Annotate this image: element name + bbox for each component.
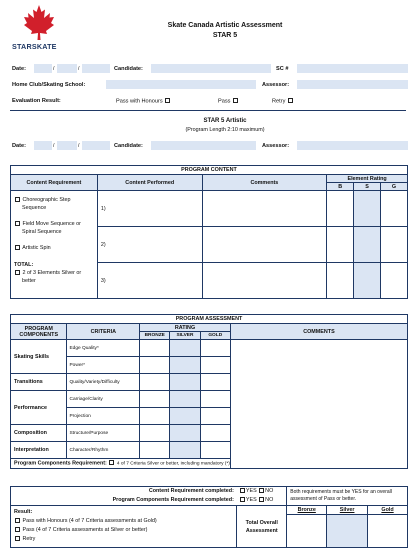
date-year-field[interactable] <box>82 64 110 73</box>
components-yes-no[interactable] <box>239 496 286 505</box>
criteria-projection: Projection <box>67 408 140 425</box>
requirement-artistic-spin-text: Artistic Spin <box>22 245 51 251</box>
result-table <box>10 505 408 548</box>
col-assessment-comments: COMMENTS <box>230 324 407 340</box>
rating-b-1[interactable] <box>327 191 354 227</box>
overall-bronze: Bronze <box>287 506 327 515</box>
rating-bronze-cell[interactable] <box>140 408 170 425</box>
checkbox[interactable] <box>165 98 170 103</box>
assessment-comments-cell[interactable] <box>230 340 407 469</box>
rating-silver-cell[interactable] <box>170 374 200 391</box>
checkbox[interactable] <box>15 527 20 532</box>
result-label: Result: <box>14 509 33 515</box>
rating-bronze: BRONZE <box>140 332 170 340</box>
result-cell <box>11 506 237 548</box>
rating-s-1[interactable] <box>354 191 381 227</box>
rating-silver-cell[interactable] <box>170 357 200 374</box>
rating-bronze-cell[interactable] <box>140 391 170 408</box>
program-assessment-title: PROGRAM ASSESSMENT <box>11 315 408 324</box>
logo-text: STARSKATE <box>12 42 57 51</box>
completion-checkboxes <box>237 487 287 506</box>
result-pass-text: Pass (4 of 7 Criteria assessments at Silver or better) <box>22 527 148 533</box>
content-performed-2[interactable] <box>97 227 202 263</box>
comments-3[interactable] <box>202 263 327 299</box>
component-transitions: Transitions <box>11 374 67 391</box>
total-requirement <box>14 269 94 285</box>
component-performance: Performance <box>11 391 67 425</box>
program-assessment-table <box>10 314 408 469</box>
criteria-variety: Quality/Variety/Difficulty <box>67 374 140 391</box>
overall-silver-cell[interactable] <box>327 515 368 548</box>
artistic-title: STAR 5 Artistic <box>203 118 247 124</box>
rating-silver-cell[interactable] <box>170 408 200 425</box>
date-month-field[interactable] <box>57 64 80 73</box>
col-rating: RATING <box>140 324 231 332</box>
content-performed-3[interactable] <box>97 263 202 299</box>
no-text: NO <box>265 497 274 503</box>
requirement-choreo-text: Choreographic Step Sequence <box>22 197 71 211</box>
page-subtitle: STAR 5 <box>212 32 238 39</box>
completion-labels <box>11 487 237 506</box>
rating-bronze-cell[interactable] <box>140 357 170 374</box>
result-retry[interactable] <box>272 98 294 105</box>
yes-text: YES <box>245 497 257 503</box>
col-criteria: CRITERIA <box>67 324 140 340</box>
rating-silver: SILVER <box>170 332 200 340</box>
section-divider <box>10 110 406 111</box>
program-components-requirement <box>11 459 231 469</box>
rating-bronze-cell[interactable] <box>140 374 170 391</box>
retry-text: Retry <box>272 98 286 105</box>
criteria-character: Character/Rhythm <box>67 442 140 459</box>
row-number: 2) <box>100 241 106 248</box>
rating-gold-cell[interactable] <box>200 425 230 442</box>
checkbox[interactable] <box>15 221 20 226</box>
comments-1[interactable] <box>202 191 327 227</box>
overall-gold: Gold <box>368 506 408 515</box>
sc-number-field[interactable] <box>297 64 408 73</box>
checkbox[interactable] <box>233 98 238 103</box>
rating-s-2[interactable] <box>354 227 381 263</box>
no-text: NO <box>265 488 274 494</box>
artistic-candidate-label: Candidate: <box>114 143 143 149</box>
rating-b: B <box>327 183 354 191</box>
overall-bronze-cell[interactable] <box>287 515 327 548</box>
artistic-date-year-field[interactable] <box>82 141 110 150</box>
requirement-label: Program Components Requirement: <box>14 460 107 467</box>
comments-2[interactable] <box>202 227 327 263</box>
rating-b-3[interactable] <box>327 263 354 299</box>
rating-gold: GOLD <box>200 332 230 340</box>
checkbox[interactable] <box>15 518 20 523</box>
requirement-field-move-text: Field Move Sequence or Spiral Sequence <box>22 221 81 235</box>
rating-gold-cell[interactable] <box>200 357 230 374</box>
requirement-text: 4 of 7 Criteria Silver or better, including mandatory (*) <box>116 461 230 467</box>
content-performed-1[interactable] <box>97 191 202 227</box>
criteria-carriage: Carriage/Clarity <box>67 391 140 408</box>
requirement-note: Both requirements must be YES for an overall assessment of Pass or better. <box>287 487 408 506</box>
artistic-date-month-field[interactable] <box>57 141 80 150</box>
criteria-edge-quality: Edge Quality* <box>67 340 140 357</box>
content-yes-no[interactable] <box>239 487 286 496</box>
date-day-field[interactable] <box>34 64 55 73</box>
page-title: Skate Canada Artistic Assessment <box>167 22 283 29</box>
artistic-date-day-field[interactable] <box>34 141 55 150</box>
rating-bronze-cell[interactable] <box>140 442 170 459</box>
artistic-assessor-label: Assessor: <box>262 143 290 149</box>
rating-silver-cell[interactable] <box>170 391 200 408</box>
artistic-assessor-field[interactable] <box>297 141 408 150</box>
col-comments: Comments <box>202 175 327 191</box>
rating-b-2[interactable] <box>327 227 354 263</box>
club-field[interactable] <box>106 80 256 89</box>
result-pass-with-honours[interactable] <box>116 98 171 105</box>
checkbox[interactable] <box>288 98 293 103</box>
component-skating-skills: Skating Skills <box>11 340 67 374</box>
checkbox[interactable] <box>15 197 20 202</box>
summary-table <box>10 486 408 506</box>
yes-text: YES <box>245 488 257 494</box>
candidate-field[interactable] <box>151 64 271 73</box>
rating-g: G <box>381 183 408 191</box>
component-interpretation: Interpretation <box>11 442 67 459</box>
rating-s-3[interactable] <box>354 263 381 299</box>
checkbox[interactable] <box>240 497 245 502</box>
result-honours[interactable] <box>14 517 233 526</box>
rating-gold-cell[interactable] <box>200 374 230 391</box>
rating-gold-cell[interactable] <box>200 391 230 408</box>
program-content-table <box>10 165 408 299</box>
starskate-logo <box>10 3 68 53</box>
col-element-rating: Element Rating <box>327 175 408 183</box>
rating-s: S <box>354 183 381 191</box>
result-retry-text: Retry <box>22 536 36 542</box>
sc-number-label: SC # <box>276 66 289 72</box>
result-pass[interactable] <box>218 98 239 105</box>
total-label: TOTAL: <box>14 262 34 268</box>
checkbox[interactable] <box>259 488 264 493</box>
row-number: 1) <box>100 205 106 212</box>
result-retry[interactable] <box>14 535 233 544</box>
date-slash: / <box>53 66 55 72</box>
requirement-choreo <box>14 196 94 212</box>
club-label: Home Club/Skating School: <box>12 82 86 88</box>
requirement-field-move <box>14 220 94 236</box>
assessor-field[interactable] <box>297 80 408 89</box>
rating-bronze-cell[interactable] <box>140 425 170 442</box>
col-program-components: PROGRAM COMPONENTS <box>11 324 67 340</box>
date-slash: / <box>78 66 80 72</box>
result-pass[interactable] <box>14 526 233 535</box>
pass-text: Pass <box>218 98 231 105</box>
criteria-structure: Structure/Purpose <box>67 425 140 442</box>
overall-silver: Silver <box>327 506 368 515</box>
checkbox[interactable] <box>15 270 20 275</box>
col-content-requirement: Content Requirement <box>11 175 98 191</box>
program-length: (Program Length 2:10 maximum) <box>185 127 265 133</box>
candidate-label: Candidate: <box>114 66 143 72</box>
result-honours-text: Pass with Honours (4 of 7 Criteria assessments at Gold) <box>22 518 157 524</box>
content-requirements-cell <box>11 191 98 299</box>
pass-with-honours-text: Pass with Honours <box>116 98 163 105</box>
rating-silver-cell[interactable] <box>170 442 200 459</box>
artistic-candidate-field[interactable] <box>151 141 256 150</box>
rating-g-3[interactable] <box>381 263 408 299</box>
rating-gold-cell[interactable] <box>200 340 230 357</box>
criteria-power: Power* <box>67 357 140 374</box>
checkbox[interactable] <box>240 488 245 493</box>
row-number: 3) <box>100 277 106 284</box>
evaluation-result-label: Evaluation Result: <box>12 98 61 104</box>
checkbox[interactable] <box>15 245 20 250</box>
rating-g-1[interactable] <box>381 191 408 227</box>
overall-gold-cell[interactable] <box>368 515 408 548</box>
content-completed-label: Content Requirement completed: <box>148 488 234 494</box>
rating-g-2[interactable] <box>381 227 408 263</box>
rating-bronze-cell[interactable] <box>140 340 170 357</box>
date-label: Date: <box>12 66 26 72</box>
date-slash: / <box>78 143 80 149</box>
checkbox[interactable] <box>259 497 264 502</box>
total-requirement-text: 2 of 3 Elements Silver or better <box>22 270 82 284</box>
checkbox[interactable] <box>109 460 114 465</box>
rating-silver-cell[interactable] <box>170 425 200 442</box>
total-overall-assessment: Total Overall Assessment <box>237 506 287 548</box>
rating-silver-cell[interactable] <box>170 340 200 357</box>
assessor-label: Assessor: <box>262 82 290 88</box>
program-content-title: PROGRAM CONTENT <box>11 166 408 175</box>
artistic-date-label: Date: <box>12 143 26 149</box>
checkbox[interactable] <box>15 536 20 541</box>
rating-gold-cell[interactable] <box>200 408 230 425</box>
component-composition: Composition <box>11 425 67 442</box>
rating-gold-cell[interactable] <box>200 442 230 459</box>
components-completed-label: Program Components Requirement completed: <box>112 497 234 503</box>
date-slash: / <box>53 143 55 149</box>
requirement-artistic-spin <box>14 244 94 252</box>
col-content-performed: Content Performed <box>97 175 202 191</box>
